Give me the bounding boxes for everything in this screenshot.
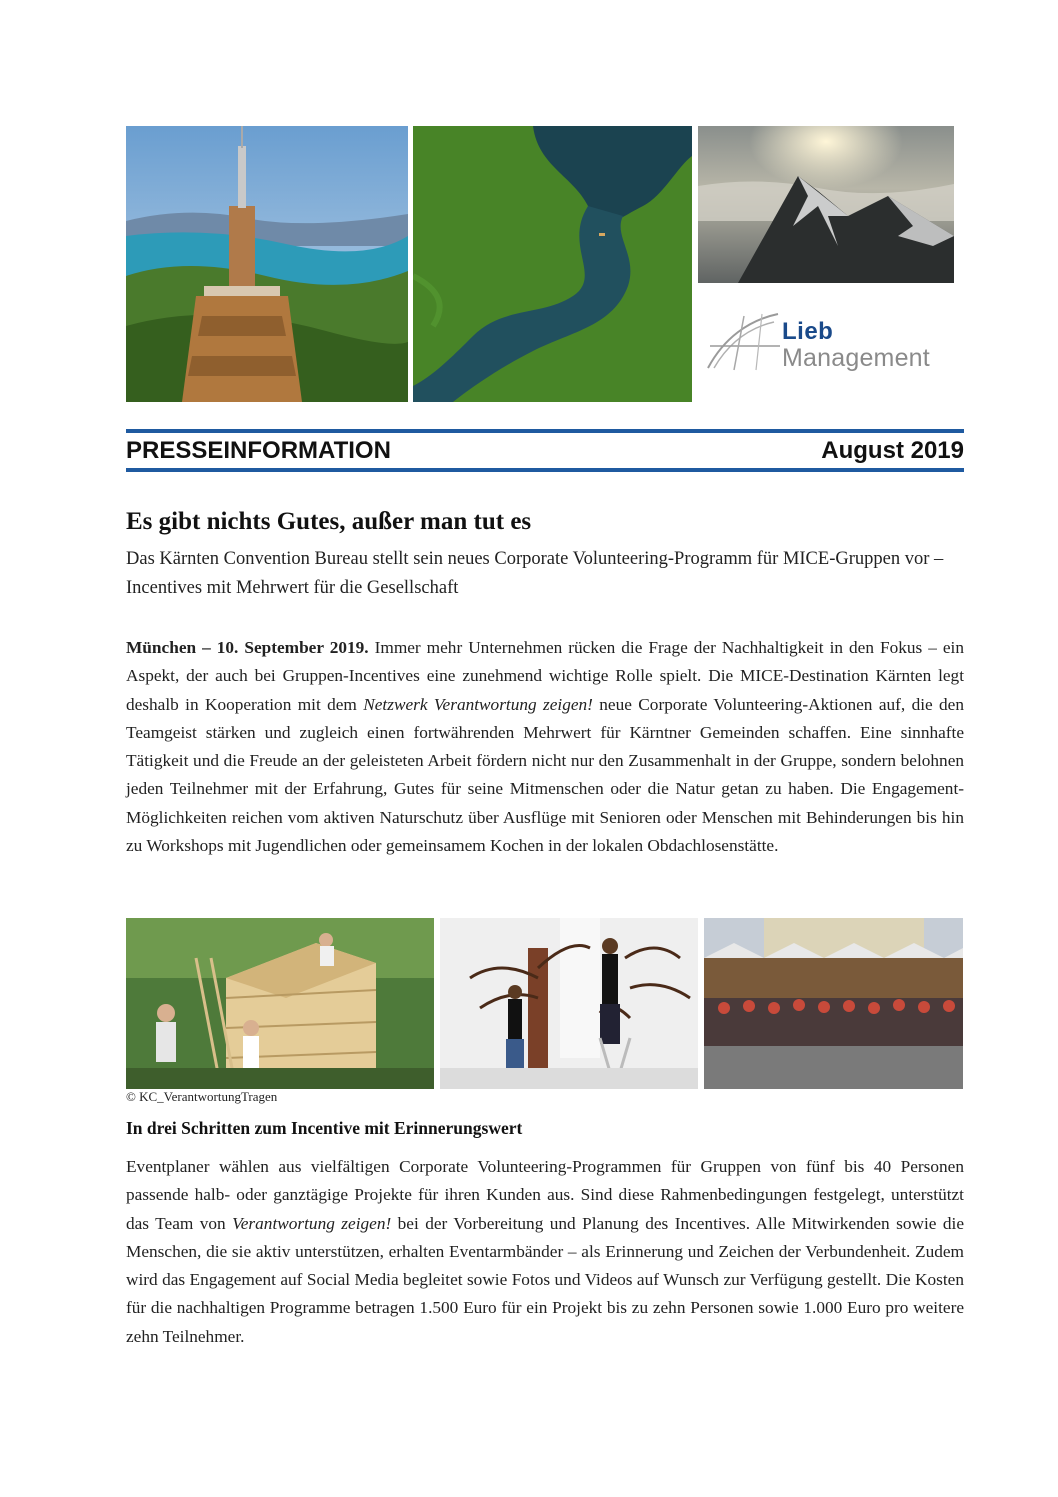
team-name: Verantwortung zeigen! — [232, 1213, 392, 1233]
network-name: Netzwerk Verantwortung zeigen! — [363, 694, 593, 714]
intro-text-b: neue Corporate Volunteering-Aktionen auf, die den Teamgeist stärken und zugleich einen fortwährenden Mehrwert für Kärntner Gemeinden schaffen. Eine sinnhafte Tätigkeit und die Freude an der geleisteten Arbeit fördern nicht nur den Zusammenhalt in der Gruppe, sondern belohnen jeden Teilnehmer mit der Erfahrung, Gutes für seine Mitmenschen oder die Natur getan zu haben. Die Engagement-Möglichkeiten reichen vom aktiven Naturschutz über Ausflüge mit Senioren oder Menschen mit Behinderungen bis hin zu Workshops mit Jugendlichen oder gemeinsamem Kochen in der lokalen Obdachlosenstätte. — [126, 694, 964, 856]
photo-christmas-market-group — [704, 918, 963, 1089]
press-label: PRESSEINFORMATION — [126, 437, 391, 464]
intro-paragraph — [126, 634, 964, 860]
intro-text-a: Immer mehr Unternehmen rücken die Frage der Nachhaltigkeit in den Fokus – ein Aspekt, der auch bei Gruppen-Incentives eine zunehmend wichtige Rolle spielt. Die MICE-Destination Kärnten legt deshalb in Kooperation mit dem — [126, 638, 964, 714]
logo-text-management: Management — [782, 344, 930, 372]
header-rule-bottom — [126, 468, 964, 472]
dateline: München – 10. September 2019. — [126, 638, 369, 657]
photo-painting-mural — [440, 918, 698, 1089]
press-date: August 2019 — [821, 437, 964, 464]
photo-building-hut — [126, 918, 434, 1089]
photo-observation-tower — [126, 126, 408, 402]
photo-river-reeds — [413, 126, 692, 402]
body-paragraph — [126, 1153, 964, 1351]
article-subtitle: Das Kärnten Convention Bureau stellt sein neues Corporate Volunteering-Programm für MICE-Gruppen vor – Incentives mit Mehrwert für die Gesellschaft — [126, 549, 944, 598]
photo-credit: © KC_VerantwortungTragen — [126, 1089, 278, 1104]
logo-swoosh-icon — [704, 308, 782, 372]
section-heading: In drei Schritten zum Incentive mit Erinnerungswert — [126, 1118, 523, 1138]
body-text-a: Eventplaner wählen aus vielfältigen Corporate Volunteering-Programmen für Gruppen von fünf bis 40 Personen passende halb- oder ganztägige Projekte für ihren Kunden aus. Sind diese Rahmenbedingungen festgelegt, unterstützt das Team von — [126, 1157, 964, 1233]
logo-text-lieb: Lieb — [782, 318, 834, 345]
photo-mountain-peak — [698, 126, 954, 283]
body-text-b: bei der Vorbereitung und Planung des Incentives. Alle Mitwirkenden sowie die Menschen, die sie aktiv unterstützen, erhalten Eventarmbänder – als Erinnerung und Zeichen der Verbundenheit. Zudem wird das Engagement auf Social Media begleitet sowie Fotos und Videos auf Wunsch zur Verfügung gestellt. Die Kosten für die nachhaltigen Programme betragen 1.500 Euro für ein Projekt bis zu zehn Personen sowie 1.000 Euro pro weitere zehn Teilnehmer. — [126, 1213, 964, 1346]
article-title: Es gibt nichts Gutes, außer man tut es — [126, 508, 532, 535]
header-rule-top — [126, 429, 964, 433]
lieb-management-logo — [700, 300, 962, 400]
